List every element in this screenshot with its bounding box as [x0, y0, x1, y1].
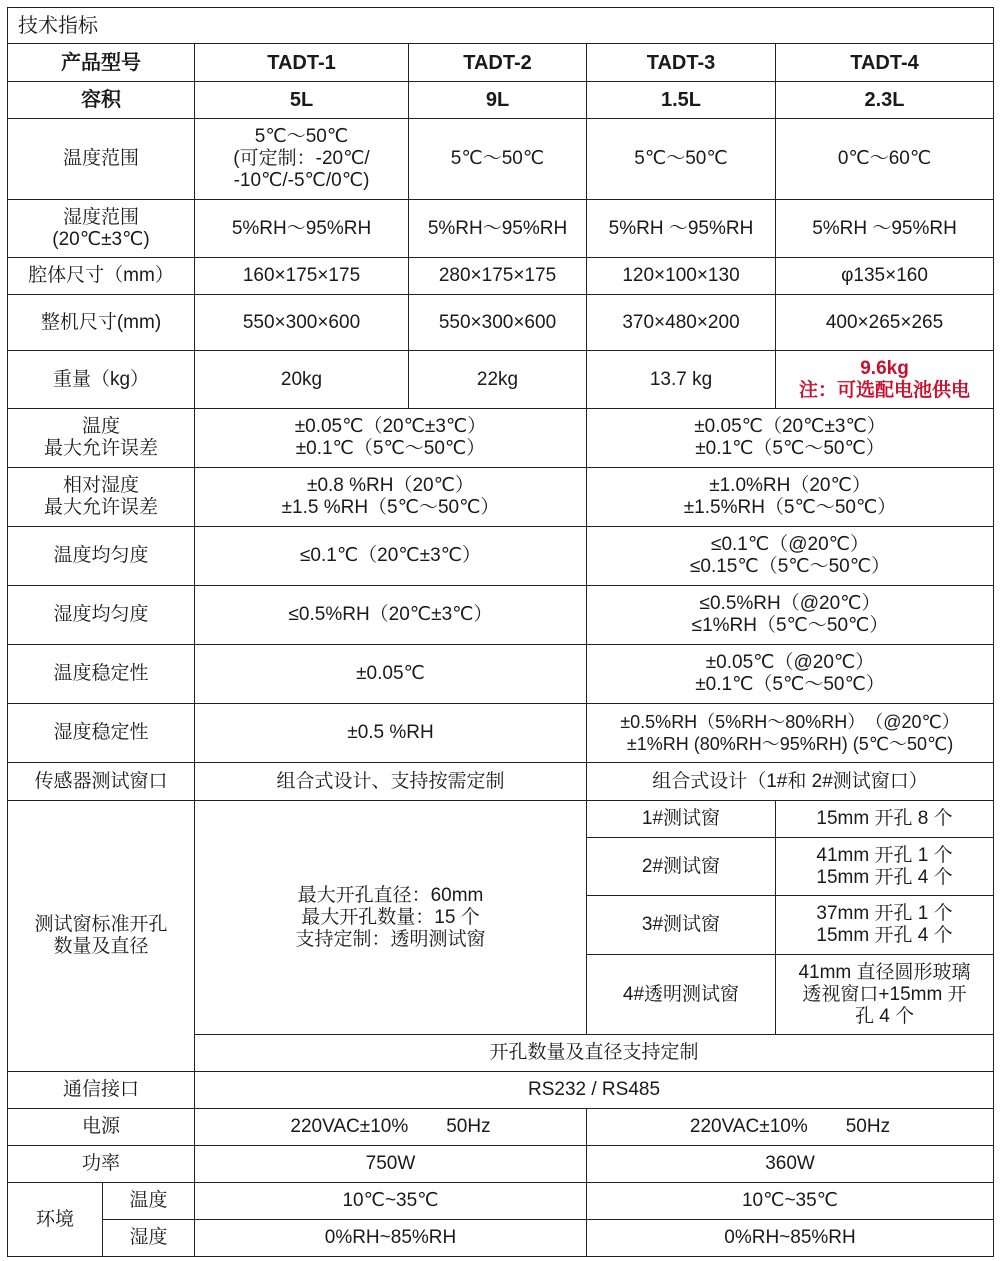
window-1-row	[8, 801, 994, 838]
window-4-spec	[776, 955, 994, 1035]
window-3-spec-line: 37mm 开孔 1 个	[816, 903, 953, 924]
temp-uniformity-right-line: ≤0.15℃（5℃～50℃）	[689, 556, 891, 577]
humidity-uniformity-left: ≤0.5%RH（20℃±3℃）	[195, 586, 587, 645]
rh-error-label	[8, 468, 195, 527]
humidity-range-tadt-3: 5%RH ～95%RH	[587, 200, 776, 258]
window-4-spec-line: 孔 4 个	[854, 1005, 915, 1027]
temp-stability-right-line: ±0.1℃（5℃～50℃）	[695, 674, 885, 695]
volume-tadt-3: 1.5L	[587, 82, 776, 119]
power-right: 220VAC±10% 50Hz	[587, 1109, 994, 1146]
temp-uniformity-right-line: ≤0.1℃（@20℃）	[711, 534, 869, 555]
volume-tadt-2: 9L	[409, 82, 587, 119]
volume-tadt-1: 5L	[195, 82, 409, 119]
rh-error-left-line: ±0.8 %RH（20℃）	[307, 475, 474, 496]
chamber-size-tadt-3: 120×100×130	[587, 258, 776, 295]
window-2-name: 2#测试窗	[587, 838, 776, 896]
temp-range-tadt-1-line: -10℃/-5℃/0℃)	[233, 170, 370, 191]
comm-label: 通信接口	[8, 1072, 195, 1109]
volume-label: 容积	[8, 82, 195, 119]
rh-error-left-line: ±1.5 %RH（5℃～50℃）	[281, 497, 500, 518]
overall-size-tadt-1: 550×300×600	[195, 295, 409, 351]
chamber-size-tadt-2: 280×175×175	[409, 258, 587, 295]
humidity-stability-right-line: ±1%RH (80%RH～95%RH) (5℃～50℃)	[626, 734, 954, 754]
chamber-size-tadt-4: φ135×160	[776, 258, 994, 295]
window-spec-label-line: 数量及直径	[53, 936, 149, 957]
temp-uniformity-row	[8, 527, 994, 586]
humidity-stability-label: 湿度稳定性	[8, 704, 195, 763]
overall-size-tadt-2: 550×300×600	[409, 295, 587, 351]
humidity-stability-row	[8, 704, 994, 763]
humidity-uniformity-row	[8, 586, 994, 645]
model-tadt-3: TADT-3	[587, 44, 776, 82]
rh-error-left	[195, 468, 587, 527]
humidity-uniformity-label: 湿度均匀度	[8, 586, 195, 645]
title-row	[8, 8, 994, 44]
weight-tadt-1: 20kg	[195, 351, 409, 409]
rh-error-label-line: 最大允许误差	[43, 497, 158, 518]
humidity-stability-right-line: ±0.5%RH（5%RH～80%RH） （@20℃）	[620, 712, 960, 732]
env-temp-row	[8, 1183, 994, 1220]
window-1-spec: 15mm 开孔 8 个	[776, 801, 994, 838]
temp-range-tadt-1-line: 5℃～50℃	[254, 126, 349, 147]
power-left: 220VAC±10% 50Hz	[195, 1109, 587, 1146]
window-spec-left-line: 支持定制：透明测试窗	[295, 928, 486, 950]
temp-uniformity-left: ≤0.1℃（20℃±3℃）	[195, 527, 587, 586]
temp-range-tadt-1-line: (可定制：-20℃/	[233, 148, 370, 169]
temp-range-label: 温度范围	[8, 119, 195, 200]
window-3-spec	[776, 896, 994, 955]
temp-range-tadt-3: 5℃～50℃	[587, 119, 776, 200]
temp-error-left-line: ±0.1℃（5℃～50℃）	[295, 438, 486, 459]
rh-error-right	[587, 468, 994, 527]
wattage-label: 功率	[8, 1146, 195, 1183]
temp-stability-left: ±0.05℃	[195, 645, 587, 704]
temp-error-label	[8, 409, 195, 468]
env-humidity-label: 湿度	[103, 1220, 195, 1257]
sensor-window-label: 传感器测试窗口	[8, 763, 195, 801]
spec-sheet	[7, 7, 993, 1257]
model-tadt-2: TADT-2	[409, 44, 587, 82]
volume-row	[8, 82, 994, 119]
humidity-range-label	[8, 200, 195, 258]
temp-error-right-line: ±0.1℃（5℃～50℃）	[695, 438, 885, 459]
humidity-range-label-line: 湿度范围	[62, 206, 139, 228]
temp-error-row	[8, 409, 994, 468]
temp-range-tadt-4: 0℃～60℃	[776, 119, 994, 200]
rh-error-label-line: 相对湿度	[62, 475, 139, 496]
chamber-size-label: 腔体尺寸（mm）	[8, 258, 195, 295]
humidity-range-tadt-4: 5%RH ～95%RH	[776, 200, 994, 258]
temp-error-label-line: 最大允许误差	[43, 438, 158, 459]
model-row	[8, 44, 994, 82]
humidity-range-tadt-2: 5%RH～95%RH	[409, 200, 587, 258]
humidity-stability-left: ±0.5 %RH	[195, 704, 587, 763]
model-label: 产品型号	[8, 44, 195, 82]
temp-stability-row	[8, 645, 994, 704]
window-2-spec	[776, 838, 994, 896]
window-1-name: 1#测试窗	[587, 801, 776, 838]
wattage-row	[8, 1146, 994, 1183]
window-spec-label	[8, 801, 195, 1072]
temp-range-row	[8, 119, 994, 200]
power-row	[8, 1109, 994, 1146]
sensor-window-row	[8, 763, 994, 801]
humidity-uniformity-right	[587, 586, 994, 645]
humidity-uniformity-right-line: ≤1%RH（5℃～50℃）	[691, 615, 889, 636]
humidity-uniformity-right-line: ≤0.5%RH（@20℃）	[699, 593, 881, 614]
power-label: 电源	[8, 1109, 195, 1146]
comm-row	[8, 1072, 994, 1109]
battery-note: 注：可选配电池供电	[799, 379, 971, 401]
weight-tadt-2: 22kg	[409, 351, 587, 409]
volume-tadt-4: 2.3L	[776, 82, 994, 119]
model-tadt-4: TADT-4	[776, 44, 994, 82]
environment-label: 环境	[8, 1183, 103, 1257]
humidity-range-tadt-1: 5%RH～95%RH	[195, 200, 409, 258]
window-3-name: 3#测试窗	[587, 896, 776, 955]
temp-uniformity-right	[587, 527, 994, 586]
temp-stability-label: 温度稳定性	[8, 645, 195, 704]
rh-error-row	[8, 468, 994, 527]
temp-stability-right	[587, 645, 994, 704]
overall-size-tadt-3: 370×480×200	[587, 295, 776, 351]
temp-error-label-line: 温度	[81, 416, 120, 437]
humidity-range-row	[8, 200, 994, 258]
sensor-window-right: 组合式设计（1#和 2#测试窗口）	[587, 763, 994, 801]
window-spec-left	[195, 801, 587, 1035]
window-3-spec-line: 15mm 开孔 4 个	[816, 925, 953, 946]
window-2-spec-line: 15mm 开孔 4 个	[816, 866, 953, 888]
rh-error-right-line: ±1.0%RH（20℃）	[709, 475, 871, 496]
chamber-size-row	[8, 258, 994, 295]
weight-label: 重量（kg）	[8, 351, 195, 409]
temp-error-left-line: ±0.05℃（20℃±3℃）	[294, 416, 487, 437]
humidity-stability-right	[587, 704, 994, 763]
temp-range-tadt-2: 5℃～50℃	[409, 119, 587, 200]
temp-error-right-line: ±0.05℃（20℃±3℃）	[694, 416, 886, 437]
weight-row	[8, 351, 994, 409]
env-temp-label: 温度	[103, 1183, 195, 1220]
temp-error-right	[587, 409, 994, 468]
overall-size-tadt-4: 400×265×265	[776, 295, 994, 351]
window-spec-label-line: 测试窗标准开孔	[34, 914, 168, 935]
rh-error-right-line: ±1.5%RH（5℃～50℃）	[683, 497, 897, 518]
temp-error-left	[195, 409, 587, 468]
weight-tadt-3: 13.7 kg	[587, 351, 776, 409]
temp-range-tadt-1	[195, 119, 409, 200]
model-tadt-1: TADT-1	[195, 44, 409, 82]
humidity-range-label-line: (20℃±3℃)	[52, 228, 150, 250]
weight-tadt-4	[776, 351, 994, 409]
comm-value: RS232 / RS485	[195, 1072, 994, 1109]
env-humidity-right: 0%RH~85%RH	[587, 1220, 994, 1257]
wattage-right: 360W	[587, 1146, 994, 1183]
env-humidity-left: 0%RH~85%RH	[195, 1220, 587, 1257]
env-temp-right: 10℃~35℃	[587, 1183, 994, 1220]
table-title: 技术指标	[8, 8, 994, 44]
temp-uniformity-label: 温度均匀度	[8, 527, 195, 586]
weight-tadt-4-value: 9.6kg	[860, 357, 909, 379]
window-4-spec-line: 透视窗口+15mm 开	[802, 983, 967, 1005]
env-temp-left: 10℃~35℃	[195, 1183, 587, 1220]
window-spec-left-line: 最大开孔数量：15 个	[301, 906, 480, 928]
env-humidity-row	[8, 1220, 994, 1257]
window-2-spec-line: 41mm 开孔 1 个	[816, 844, 953, 866]
wattage-left: 750W	[195, 1146, 587, 1183]
temp-stability-right-line: ±0.05℃（@20℃）	[705, 652, 875, 673]
window-4-spec-line: 41mm 直径圆形玻璃	[798, 961, 971, 983]
spec-table	[7, 7, 994, 1257]
window-spec-left-line: 最大开孔直径：60mm	[297, 884, 484, 906]
overall-size-label: 整机尺寸(mm)	[8, 295, 195, 351]
overall-size-row	[8, 295, 994, 351]
chamber-size-tadt-1: 160×175×175	[195, 258, 409, 295]
window-custom-note: 开孔数量及直径支持定制	[195, 1035, 994, 1072]
window-4-name: 4#透明测试窗	[587, 955, 776, 1035]
sensor-window-left: 组合式设计、支持按需定制	[195, 763, 587, 801]
